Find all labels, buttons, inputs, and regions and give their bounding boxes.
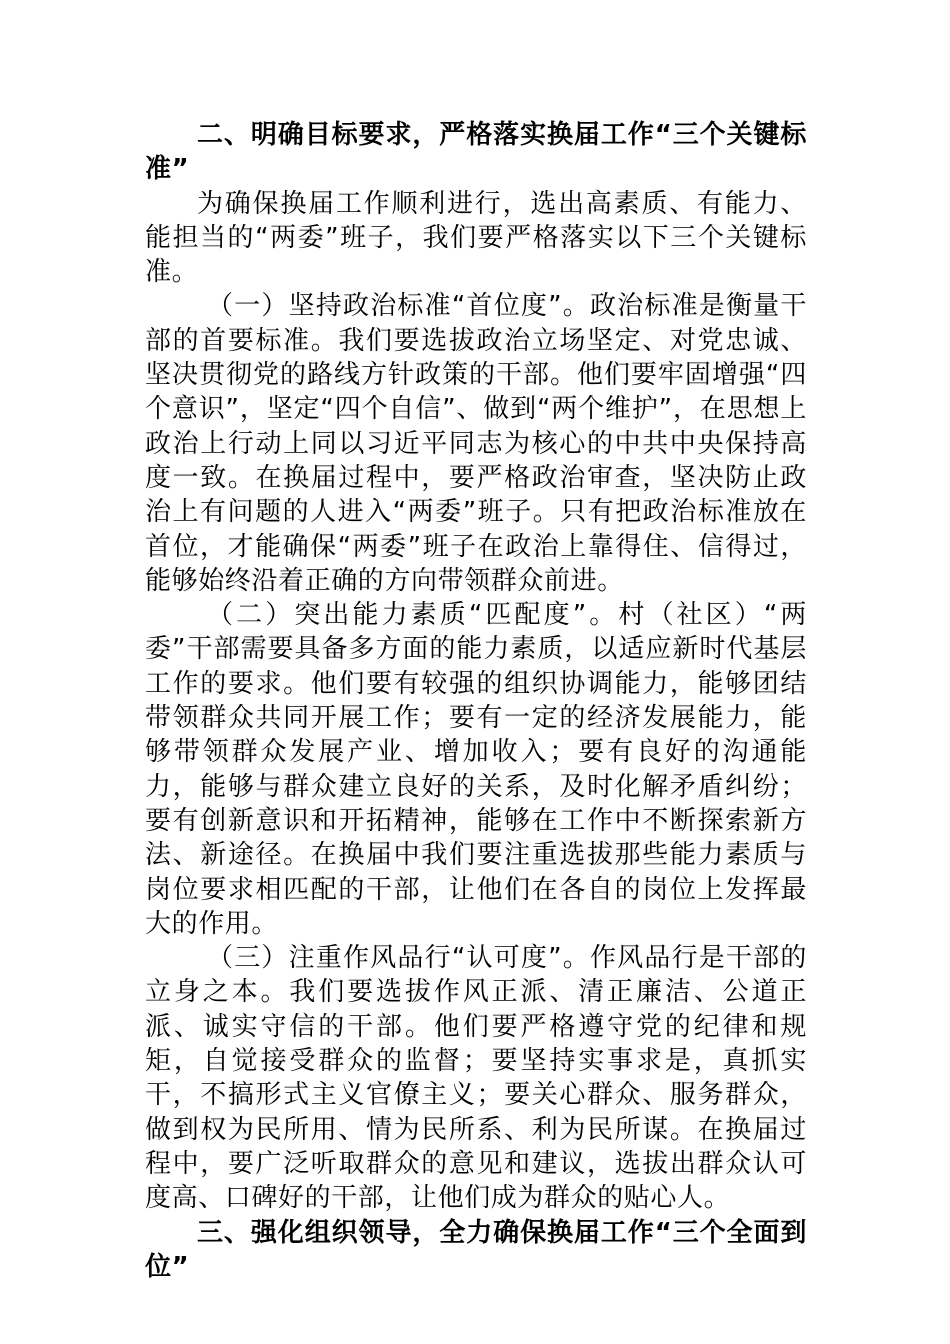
intro-paragraph: 为确保换届工作顺利进行，选出高素质、有能力、能担当的“两委”班子，我们要严格落实以下三个关键标准。 [145,188,807,288]
section-heading-3: 三、强化组织领导，全力确保换届工作“三个全面到位” [145,1217,807,1282]
standard-2-paragraph: （二）突出能力素质“匹配度”。村（社区）“两委”干部需要具备多方面的能力素质，以适应新时代基层工作的要求。他们要有较强的组织协调能力，能够团结带领群众共同开展工作；要有一定的经济发展能力，能够带领群众发展产业、增加收入；要有良好的沟通能力，能够与群众建立良好的关系，及时化解矛盾纠纷；要有创新意识和开拓精神，能够在工作中不断探索新方法、新途径。在换届中我们要注重选拔那些能力素质与岗位要求相匹配的干部，让他们在各自的岗位上发挥最大的作用。 [145,600,807,939]
standard-3-paragraph: （三）注重作风品行“认可度”。作风品行是干部的立身之本。我们要选拔作风正派、清正廉洁、公道正派、诚实守信的干部。他们要严格遵守党的纪律和规矩，自觉接受群众的监督；要坚持实事求是，真抓实干，不搞形式主义官僚主义；要关心群众、服务群众，做到权为民所用、情为民所系、利为民所谋。在换届过程中，要广泛听取群众的意见和建议，选拔出群众认可度高、口碑好的干部，让他们成为群众的贴心人。 [145,943,807,1214]
standard-1-paragraph: （一）坚持政治标准“首位度”。政治标准是衡量干部的首要标准。我们要选拔政治立场坚定、对党忠诚、坚决贯彻党的路线方针政策的干部。他们要牢固增强“四个意识”，坚定“四个自信”、做到“两个维护”，在思想上政治上行动上同以习近平同志为核心的中共中央保持高度一致。在换届过程中，要严格政治审查，坚决防止政治上有问题的人进入“两委”班子。只有把政治标准放在首位，才能确保“两委”班子在政治上靠得住、信得过，能够始终沿着正确的方向带领群众前进。 [145,291,807,596]
document-page [145,118,807,1284]
section-heading-2: 二、明确目标要求，严格落实换届工作“三个关键标准” [145,120,807,185]
